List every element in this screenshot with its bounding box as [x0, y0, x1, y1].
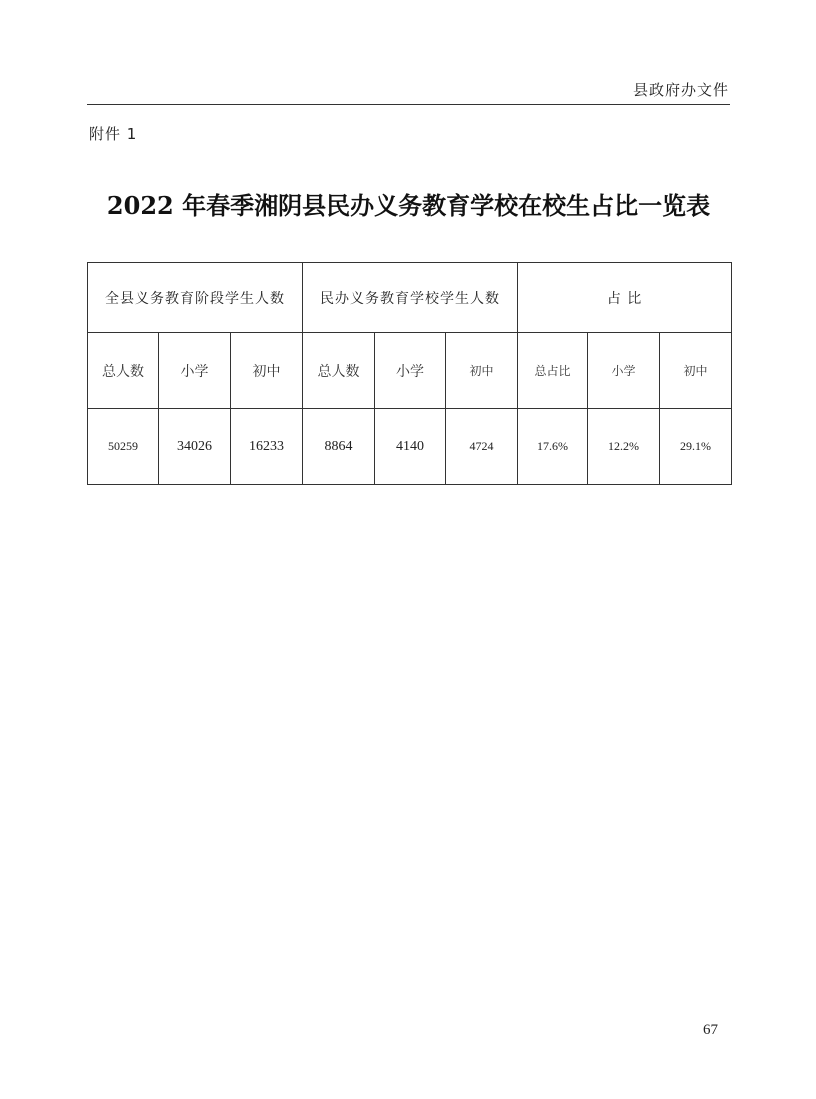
- group-header-private-school-students: 民办义务教育学校学生人数: [303, 263, 518, 333]
- running-header: 县政府办文件: [632, 81, 729, 99]
- group-header-proportion: 占 比: [518, 263, 732, 333]
- subheader-private-junior: 初中: [446, 333, 518, 409]
- cell-ratio-primary: 12.2%: [588, 409, 660, 485]
- cell-county-total: 50259: [88, 409, 159, 485]
- cell-private-total: 8864: [303, 409, 375, 485]
- cell-private-junior: 4724: [446, 409, 518, 485]
- cell-county-primary: 34026: [159, 409, 231, 485]
- attachment-label: 附件 1: [89, 125, 138, 143]
- table-row: [88, 409, 732, 485]
- subheader-ratio-total: 总占比: [518, 333, 588, 409]
- page-number: 67: [703, 1022, 718, 1038]
- cell-county-junior: 16233: [231, 409, 303, 485]
- subheader-private-total: 总人数: [303, 333, 375, 409]
- document-title: 2022 年春季湘阴县民办义务教育学校在校生占比一览表: [106, 191, 711, 220]
- header-divider: [87, 104, 730, 105]
- subheader-ratio-primary: 小学: [588, 333, 660, 409]
- cell-private-primary: 4140: [375, 409, 446, 485]
- table-group-header-row: [88, 263, 732, 333]
- subheader-ratio-junior: 初中: [660, 333, 732, 409]
- table-subheader-row: [88, 333, 732, 409]
- subheader-county-junior: 初中: [231, 333, 303, 409]
- cell-ratio-total: 17.6%: [518, 409, 588, 485]
- group-header-county-students: 全县义务教育阶段学生人数: [88, 263, 303, 333]
- cell-ratio-junior: 29.1%: [660, 409, 732, 485]
- statistics-table: [87, 262, 732, 485]
- subheader-county-primary: 小学: [159, 333, 231, 409]
- subheader-county-total: 总人数: [88, 333, 159, 409]
- subheader-private-primary: 小学: [375, 333, 446, 409]
